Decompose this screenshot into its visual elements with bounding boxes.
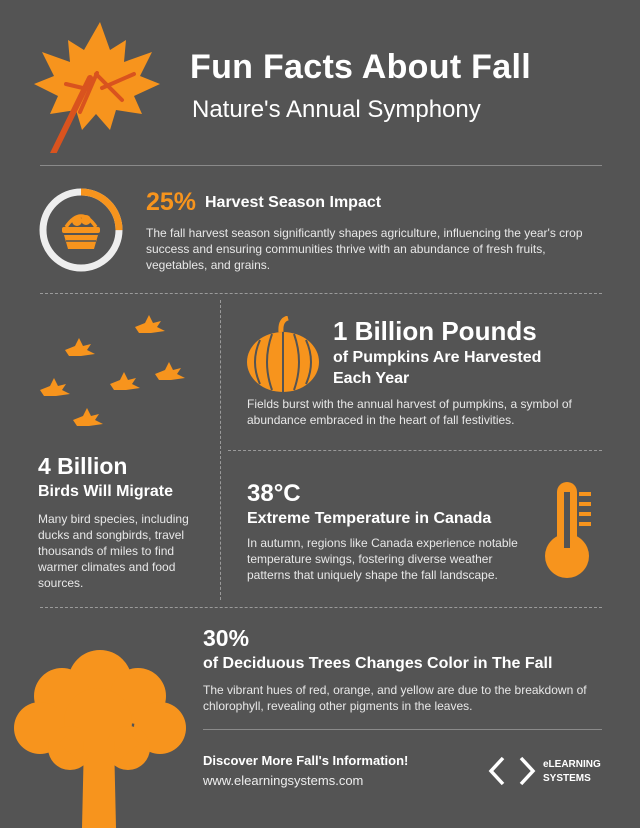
header-divider — [40, 165, 602, 166]
pumpkins-heading-line2: Each Year — [333, 370, 410, 387]
bird-icon — [40, 378, 70, 396]
birds-stat: 4 Billion — [38, 453, 128, 479]
bird-icon — [135, 315, 165, 333]
pumpkins-stat: 1 Billion Pounds — [333, 316, 537, 346]
bird-icon — [73, 408, 103, 426]
harvest-heading: Harvest Season Impact — [205, 194, 382, 211]
bird-icon — [65, 338, 95, 356]
bird-icon — [110, 372, 140, 390]
trees-stat: 30% — [203, 625, 250, 651]
birds-illustration — [35, 310, 205, 440]
code-brackets-icon — [487, 755, 537, 787]
logo-line2: SYSTEMS — [543, 773, 591, 784]
page-title: Fun Facts About Fall — [190, 48, 531, 86]
bird-icon — [155, 362, 185, 380]
harvest-body: The fall harvest season significantly shapes agriculture, influencing the year's crop success and ensuring communities thrive with an abundance of fresh fruits, vegetables, and grains. — [146, 226, 583, 272]
thermometer-icon — [545, 480, 595, 582]
temperature-heading: Extreme Temperature in Canada — [247, 510, 492, 527]
pumpkins-heading-line1: of Pumpkins Are Harvested — [333, 349, 542, 366]
birds-heading: Birds Will Migrate — [38, 483, 173, 500]
pumpkin-icon — [244, 316, 322, 394]
temperature-body: In autumn, regions like Canada experience notable temperature swings, fostering diverse weather patterns that uniquely shape the fall landscape. — [247, 536, 518, 582]
harvest-ring — [38, 187, 124, 273]
cta-text: Discover More Fall's Information! — [203, 753, 409, 768]
trees-heading: of Deciduous Trees Changes Color in The Fall — [203, 655, 553, 672]
logo-line1: eLEARNING — [543, 759, 601, 770]
basket-icon — [62, 215, 100, 249]
trees-body: The vibrant hues of red, orange, and yellow are due to the breakdown of chlorophyll, revealing other pigments in the leaves. — [203, 683, 587, 713]
section-divider — [40, 607, 602, 608]
birds-body: Many bird species, including ducks and songbirds, travel thousands of miles to find warmer climates and food sources. — [38, 512, 189, 590]
tree-icon — [0, 640, 195, 828]
page-subtitle: Nature's Annual Symphony — [192, 96, 481, 123]
section-divider — [228, 450, 602, 451]
pumpkins-body: Fields burst with the annual harvest of pumpkins, a symbol of abundance embraced in the heart of fall festivities. — [247, 397, 572, 427]
footer-divider — [203, 729, 602, 730]
website-link[interactable]: www.elearningsystems.com — [203, 773, 364, 788]
maple-leaf-icon — [30, 18, 165, 153]
section-divider — [40, 293, 602, 294]
temperature-stat: 38°C — [247, 480, 301, 507]
column-divider — [220, 300, 221, 600]
harvest-percent: 25% — [146, 188, 197, 216]
